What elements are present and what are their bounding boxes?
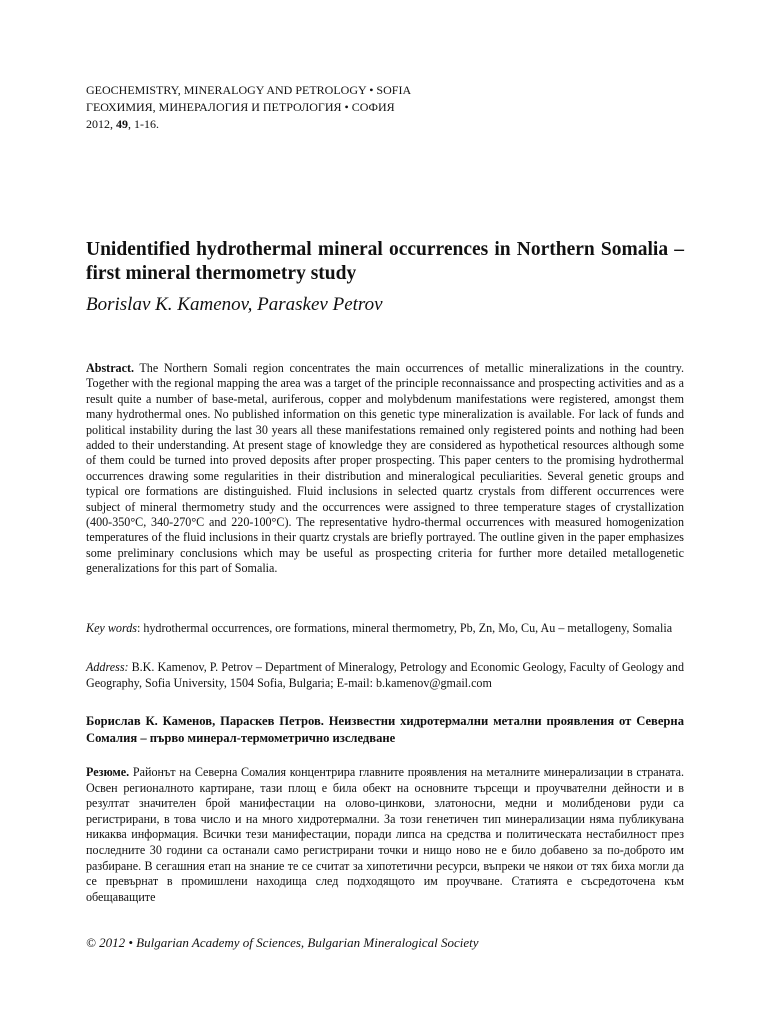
journal-header: [86, 82, 684, 133]
paper-title: Unidentified hydrothermal mineral occurrences in Northern Somalia – first mineral thermometry study: [86, 239, 684, 284]
journal-name-en: GEOCHEMISTRY, MINERALOGY AND PETROLOGY • SOFIA: [86, 83, 412, 97]
copyright-footer: © 2012 • Bulgarian Academy of Sciences, Bulgarian Mineralogical Society: [86, 935, 479, 950]
abstract-label: Abstract.: [86, 361, 135, 375]
journal-name-bg: ГЕОХИМИЯ, МИНЕРАЛОГИЯ И ПЕТРОЛОГИЯ • СОФИЯ: [86, 100, 395, 114]
journal-pages: , 1-16.: [128, 117, 159, 131]
abstract-text: The Northern Somali region concentrates the main occurrences of metallic mineralizations in the country. Together with the regional mapping the area was a target of the principle reconnaissance and prospecting activities and as a result quite a number of base-metal, auriferous, copper and molybdenum manifestations were registered, amongst them many hydrothermal ones. No published information on this genetic type mineralization is available. For lack of funds and political instability during the last 30 years all these manifestations remained only registered points and nothing had been added to their understanding. At present stage of knowledge they are considered as hypothetical resources although some of them could be turned into proved deposits after proper prospecting. This paper centers to the promising hydrothermal occurrences drawing some regularities in their distribution and mineralogical peculiarities. Several genetic groups and typical ore formations are distinguished. Fluid inclusions in selected quartz crystals from different occurrences were subject of mineral thermometry study and the occurrences were assigned to three temperature stages of crystallization (400-350°C, 340-270°C and 220-100°C). The representative hydro-thermal occurrences with measured homogenization temperatures of the fluid inclusions in their quartz crystals are briefly portrayed. The outline given in the paper emphasizes some preliminary conclusions which may be useful as prospecting criteria for further more detailed metallogenetic generalizations for this part of Somalia.: [86, 361, 684, 576]
author-address: [86, 659, 684, 691]
journal-volume: 49: [116, 117, 128, 131]
abstract-en: [86, 361, 684, 577]
bg-abstract-text: Районът на Северна Сомалия концентрира главните проявления на металните минерализации в страната. Освен регионалното картиране, тази площ е била обект на основните търсещи и проучвателни дейности и в резултат значителен брой манифестации на олово-цинкови, златоносни, медни и молибденови руди са регистрирани, в това число и на много хидротермални. За този генетичен тип минерализации няма публикувана никаква информация. Всички тези манифестации, поради липса на средства и политическата нестабилност през последните 30 години са останали само регистрирани точки и нищо ново не е било добавено за по-доброто им разбиране. В сегашния етап на знание те се считат за хипотетични ресурси, въпреки че някои от тях биха могли да се превърнат в промишлени находища след подходящото им проучване. Статията е съсредоточена към обещаващите: [86, 765, 684, 904]
address-label: Address:: [86, 660, 129, 674]
keywords-text: : hydrothermal occurrences, ore formations, mineral thermometry, Pb, Zn, Mo, Cu, Au – metallogeny, Somalia: [136, 621, 673, 635]
keywords: [86, 620, 684, 636]
paper-page: [86, 82, 684, 950]
address-text: B.K. Kamenov, P. Petrov – Department of Mineralogy, Petrology and Economic Geology, Faculty of Geology and Geography, Sofia University, 1504 Sofia, Bulgaria; E-mail: b.kamenov@gmail.com: [86, 660, 684, 690]
abstract-bg: [86, 765, 684, 905]
paper-authors: Borislav K. Kamenov, Paraskev Petrov: [86, 294, 383, 315]
bulgarian-title: Борислав К. Каменов, Параскев Петров. Неизвестни хидротермални метални проявления от Северна Сомалия – първо минерал-термометрично изследване: [86, 714, 684, 745]
bg-abstract-label: Резюме.: [86, 765, 130, 779]
journal-citation: [86, 116, 684, 133]
journal-year: 2012,: [86, 117, 116, 131]
keywords-label: Key words: [86, 621, 137, 635]
